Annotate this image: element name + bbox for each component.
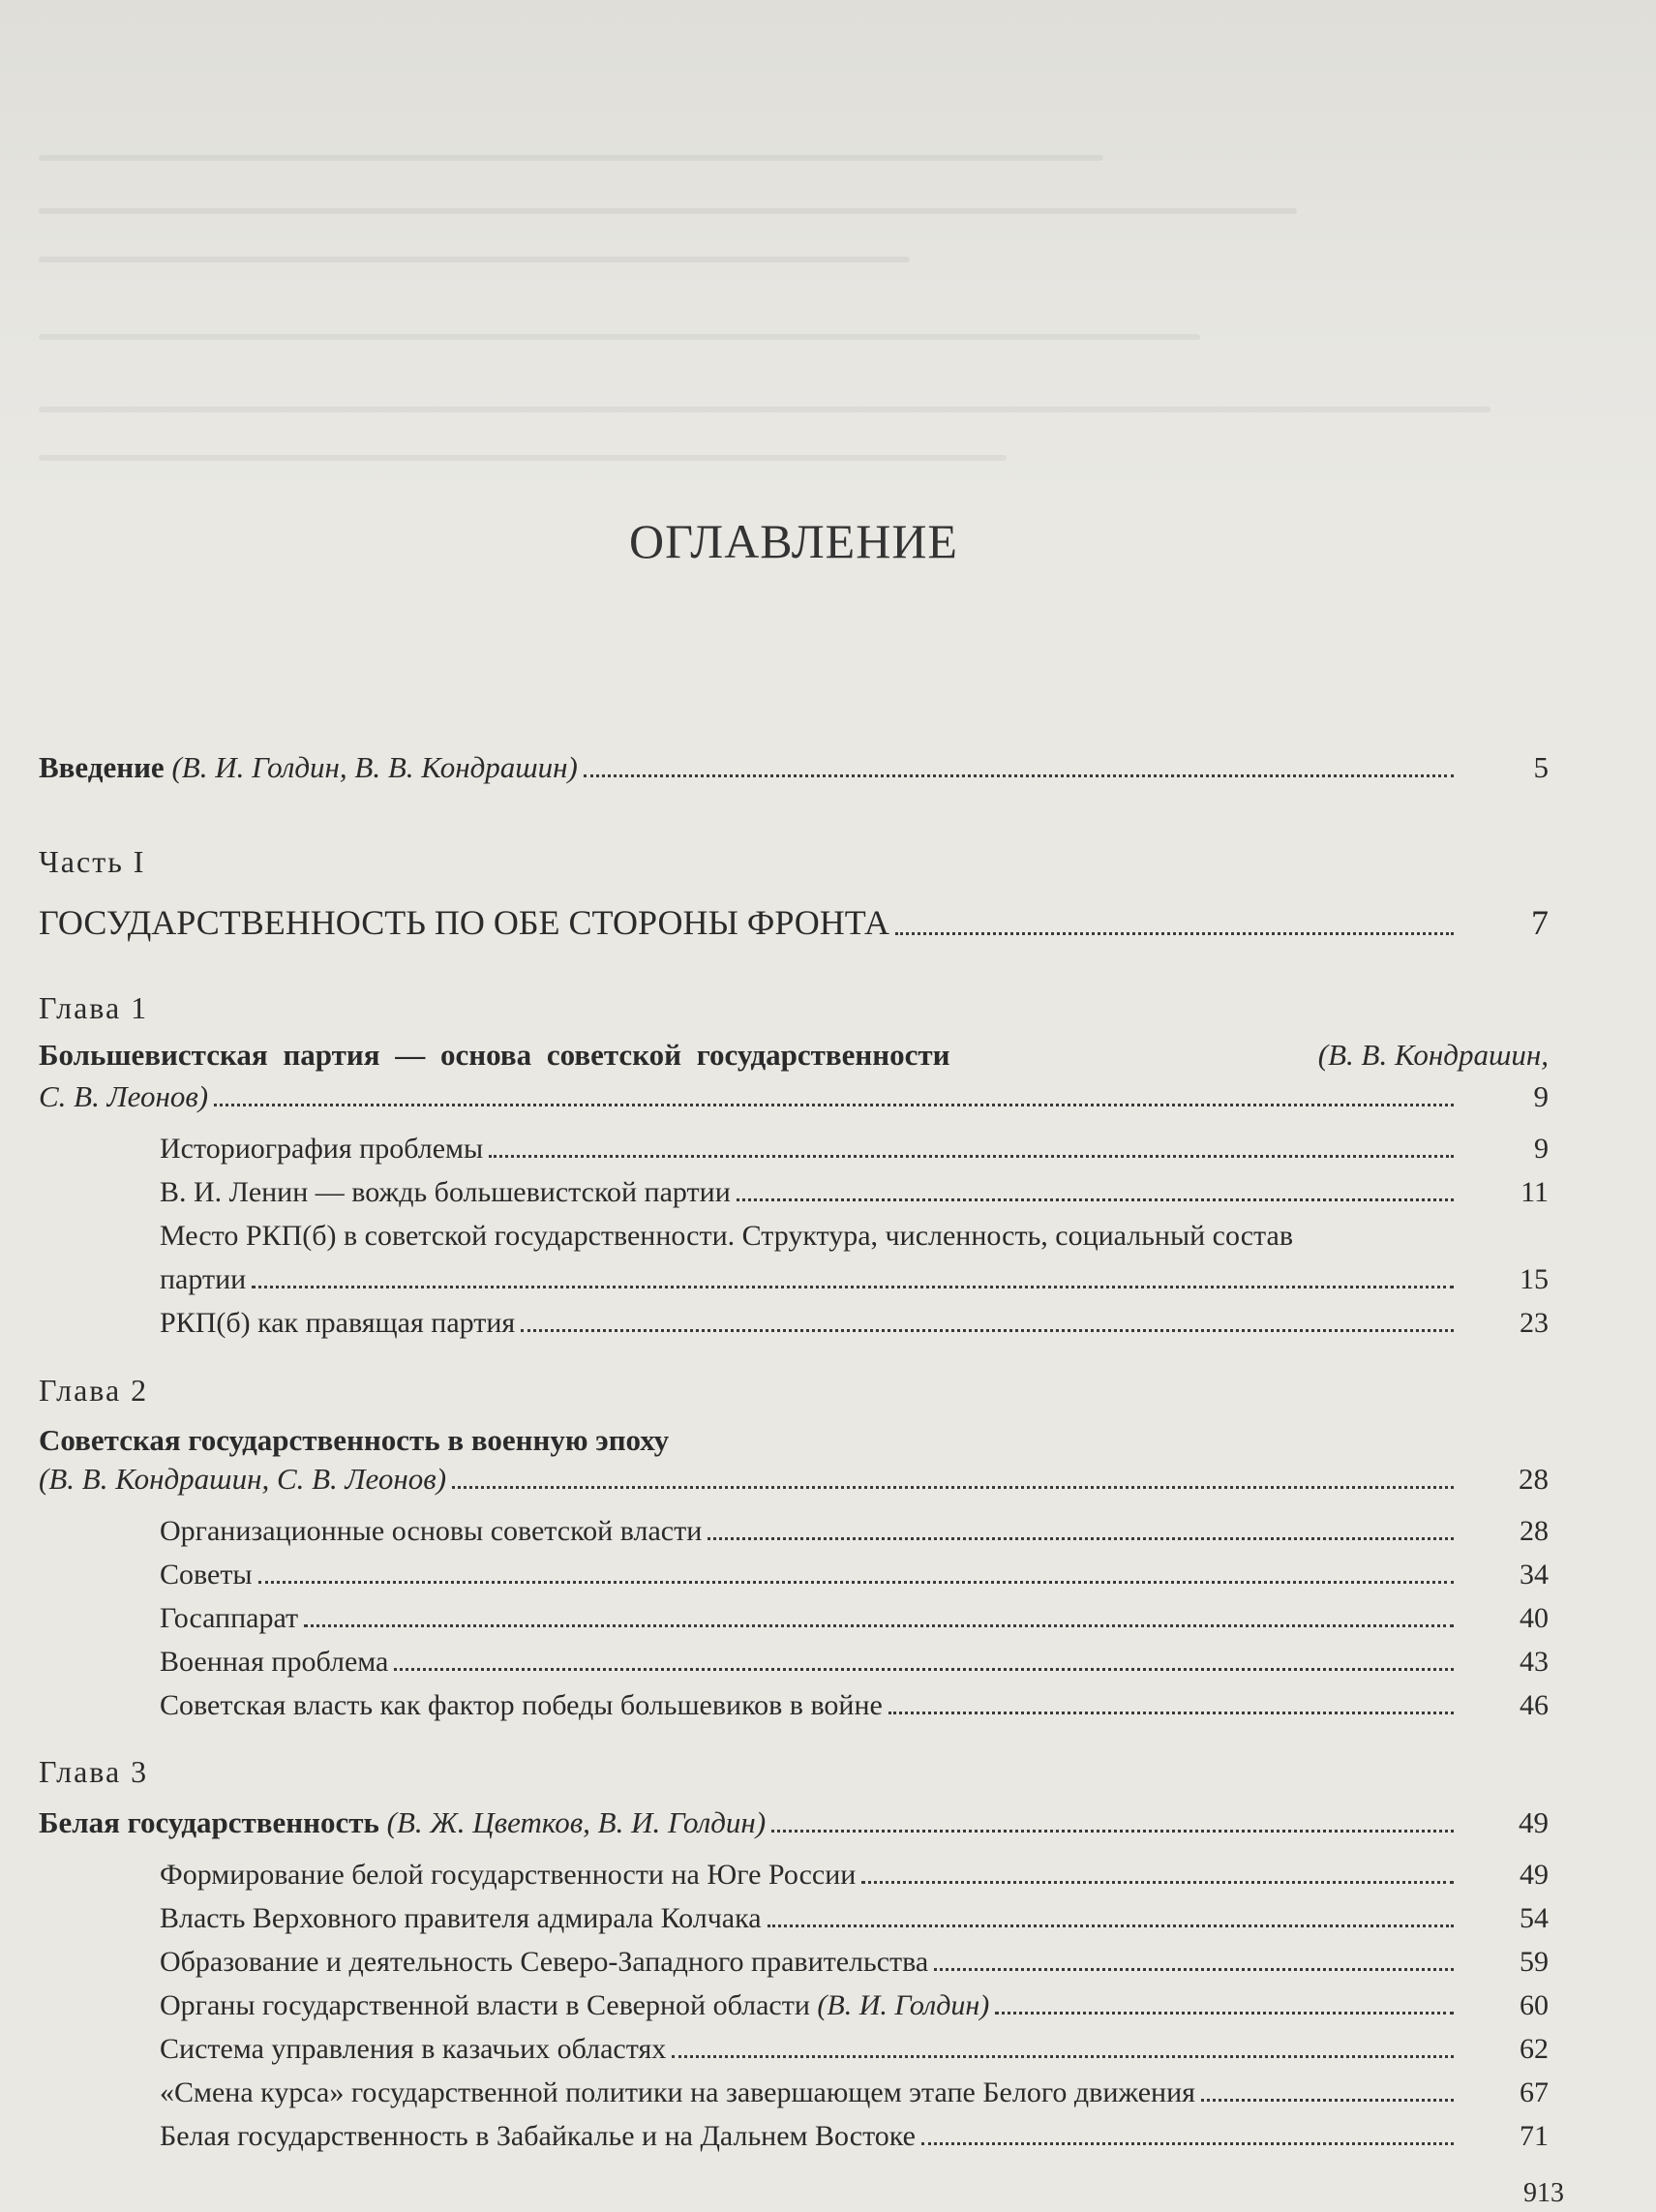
section-page: 71 — [1520, 2120, 1549, 2152]
toc-entry-chapter1 — [39, 1079, 1549, 1114]
section-page: 60 — [1520, 1989, 1549, 2021]
leader-dots — [934, 1968, 1454, 1971]
leader-dots — [304, 1624, 1454, 1627]
bleed-line — [39, 155, 1103, 161]
chapter1-authors-line1: (В. В. Кондрашин, — [1317, 1038, 1549, 1072]
section-page: 40 — [1520, 1602, 1549, 1634]
leader-dots — [1201, 2099, 1454, 2102]
section-title-group — [160, 1989, 989, 2022]
chapter1-authors-line2: С. В. Леонов) — [39, 1079, 209, 1113]
toc-section — [160, 1989, 1549, 2022]
toc-entry-chapter2 — [39, 1462, 1549, 1497]
section-page: 15 — [1520, 1263, 1549, 1295]
toc-section — [160, 1602, 1549, 1635]
section-title: В. И. Ленин — вождь большевистской партии — [160, 1176, 731, 1208]
toc-entry-intro — [39, 750, 1549, 785]
toc-section — [160, 1859, 1549, 1892]
chapter2-authors: (В. В. Кондрашин, С. В. Леонов) — [39, 1462, 447, 1496]
section-title: «Смена курса» государственной политики на завершающем этапе Белого движения — [160, 2076, 1195, 2108]
section-author: (В. И. Голдин) — [817, 1989, 990, 2021]
toc-entry-chapter3 — [39, 1805, 1549, 1840]
part-page: 7 — [1531, 903, 1549, 942]
section-title: Власть Верховного правителя адмирала Колчака — [160, 1902, 762, 1934]
chapter3-authors: (В. Ж. Цветков, В. И. Голдин) — [386, 1805, 767, 1839]
section-page: 43 — [1520, 1646, 1549, 1678]
section-page: 11 — [1521, 1176, 1549, 1208]
section-title: Историография проблемы — [160, 1133, 484, 1165]
leader-dots — [768, 1924, 1454, 1927]
section-page: 62 — [1520, 2033, 1549, 2065]
chapter-label: Глава 3 — [39, 1754, 149, 1789]
toc-entry-part1 — [39, 902, 1549, 943]
chapter-label: Глава 1 — [39, 990, 149, 1025]
leader-dots — [452, 1486, 1454, 1489]
leader-dots — [737, 1198, 1454, 1201]
section-page: 23 — [1520, 1307, 1549, 1339]
bleed-line — [39, 407, 1490, 412]
chapter3-title-group — [39, 1805, 766, 1840]
chapter2-page: 28 — [1519, 1462, 1549, 1496]
leader-dots — [861, 1881, 1454, 1884]
intro-label-group — [39, 750, 578, 785]
bleed-line — [39, 208, 1297, 214]
section-title: Система управления в казачьих областях — [160, 2033, 667, 2065]
folio-page-number: 913 — [1523, 2178, 1564, 2208]
toc-section — [160, 1307, 1549, 1340]
section-title: Военная проблема — [160, 1646, 389, 1678]
toc-section — [160, 2076, 1549, 2109]
section-page: 49 — [1520, 1859, 1549, 1891]
intro-page: 5 — [1533, 750, 1549, 784]
chapter3-page: 49 — [1519, 1805, 1549, 1839]
section-page: 9 — [1534, 1133, 1549, 1165]
chapter1-page: 9 — [1533, 1079, 1549, 1113]
section-title: РКП(б) как правящая партия — [160, 1307, 516, 1339]
toc-section — [160, 2120, 1549, 2153]
section-title: Органы государственной власти в Северной области — [160, 1989, 810, 2021]
leader-dots — [584, 774, 1454, 777]
intro-label: Введение — [39, 750, 165, 784]
chapter1-title: Большевистская партия — основа советской государственности — [39, 1038, 950, 1072]
bleed-line — [39, 455, 1007, 461]
toc-section — [160, 1133, 1549, 1166]
part-label: Часть I — [39, 844, 146, 879]
toc-section — [160, 1689, 1549, 1722]
leader-dots — [394, 1668, 1454, 1671]
toc-section — [160, 1902, 1549, 1935]
toc-section — [160, 1176, 1549, 1209]
leader-dots — [708, 1537, 1454, 1540]
leader-dots — [252, 1286, 1454, 1288]
leader-dots — [921, 2142, 1454, 2145]
section-title: Белая государственность в Забайкалье и на Дальнем Востоке — [160, 2120, 916, 2152]
chapter3-title: Белая государственность — [39, 1805, 379, 1839]
bleed-line — [39, 257, 910, 262]
section-page: 67 — [1520, 2076, 1549, 2108]
part-heading: ГОСУДАРСТВЕННОСТЬ ПО ОБЕ СТОРОНЫ ФРОНТА — [39, 903, 889, 942]
leader-dots — [771, 1830, 1454, 1833]
section-page: 34 — [1520, 1559, 1549, 1591]
toc-section — [160, 1559, 1549, 1591]
toc-section — [160, 1646, 1549, 1679]
toc-section — [160, 1946, 1549, 1979]
leader-dots — [489, 1155, 1454, 1158]
section-page: 54 — [1520, 1902, 1549, 1934]
section-title: Образование и деятельность Северо-Западного правительства — [160, 1946, 929, 1978]
leader-dots — [672, 2055, 1454, 2058]
leader-dots — [995, 2012, 1454, 2015]
page-title: ОГЛАВЛЕНИЕ — [629, 514, 958, 568]
section-title: Советская власть как фактор победы большевиков в войне — [160, 1689, 883, 1721]
bleed-through-background — [0, 0, 1656, 503]
section-page: 59 — [1520, 1946, 1549, 1978]
chapter2-title: Советская государственность в военную эпоху — [39, 1423, 670, 1457]
chapter-label: Глава 2 — [39, 1373, 149, 1408]
toc-section — [160, 1515, 1549, 1548]
toc-section — [160, 2033, 1549, 2066]
section-title-line1: Место РКП(б) в советской государственности. Структура, численность, социальный состав — [160, 1220, 1294, 1252]
section-title: Госаппарат — [160, 1602, 299, 1634]
section-title: Советы — [160, 1559, 253, 1591]
section-page: 46 — [1520, 1689, 1549, 1721]
leader-dots — [895, 932, 1454, 935]
toc-section — [160, 1263, 1549, 1296]
leader-dots — [214, 1104, 1454, 1106]
section-title: Формирование белой государственности на Юге России — [160, 1859, 857, 1891]
chapter1-title-line — [39, 1038, 1549, 1073]
leader-dots — [521, 1329, 1454, 1332]
intro-authors: (В. И. Голдин, В. В. Кондрашин) — [171, 750, 578, 784]
section-title: партии — [160, 1263, 247, 1295]
section-title: Организационные основы советской власти — [160, 1515, 703, 1547]
leader-dots — [258, 1581, 1454, 1584]
leader-dots — [888, 1712, 1454, 1714]
section-page: 28 — [1520, 1515, 1549, 1547]
bleed-line — [39, 334, 1200, 340]
